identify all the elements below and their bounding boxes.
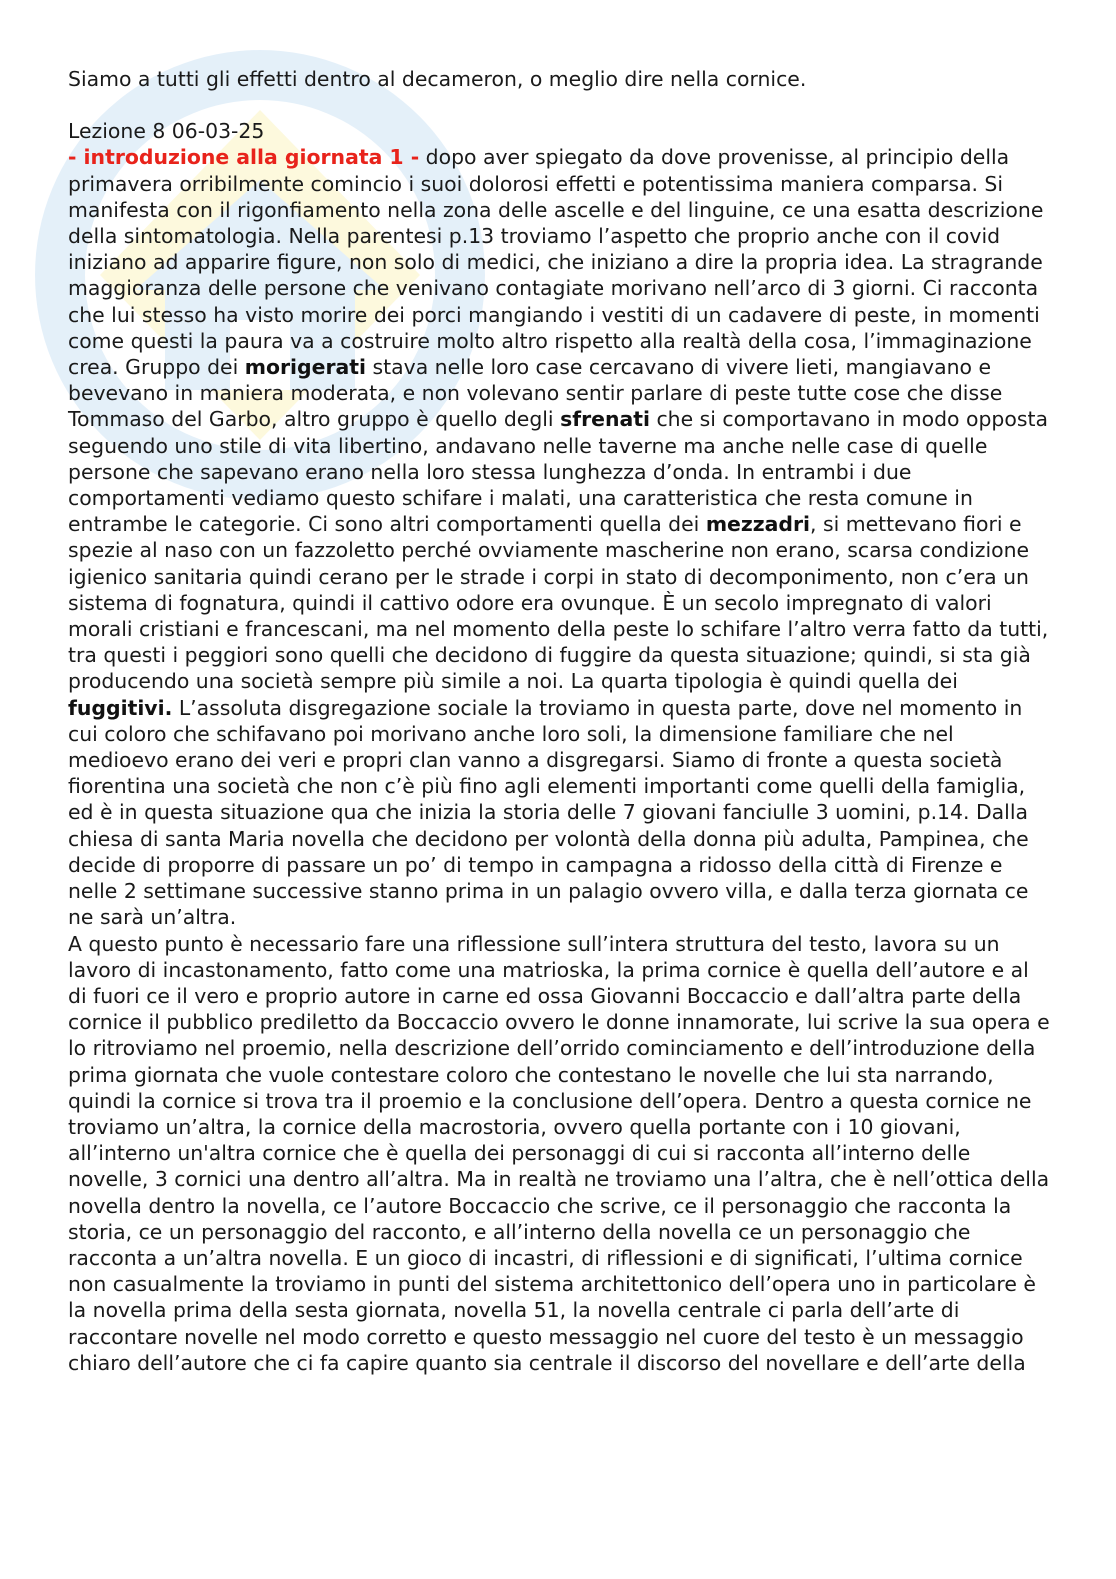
term-fuggitivi: fuggitivi. [68, 695, 173, 720]
paragraph-structure: A questo punto è necessario fare una riflessione sull’intera struttura del testo, lavora su un lavoro di incastonamento, fatto come una matrioska, la prima cornice è quella dell’autore e al di fuori ce il vero e proprio autore in carne ed ossa Giovanni Boccaccio e dall’altra parte della cornice il pubblico prediletto da Boccaccio ovvero le donne innamorate, lui scrive la sua opera e lo ritroviamo nel proemio, nella descrizione dell’orrido cominciamento e dell’introduzione della prima giornata che vuole contestare coloro che contestano le novelle che lui sta narrando, quindi la cornice si trova tra il proemio e la conclusione dell’opera. Dentro a questa cornice ne troviamo un’altra, la cornice della macrostoria, ovvero quella portante con i 10 giovani, all’interno un'altra cornice che è quella dei personaggi di cui si racconta all’interno delle novelle, 3 cornici una dentro all’altra. Ma in realtà ne troviamo una l’altra, che è nell’ottica della novella dentro la novella, ce l’autore Boccaccio che scrive, ce il personaggio che racconta la storia, ce un personaggio del racconto, e all’interno della novella ce un personaggio che racconta a un’altra novella. E un gioco di incastri, di riflessioni e di significati, l’ultima cornice non casualmente la troviamo in punti del sistema architettonico dell’opera uno in particolare è la novella prima della sesta giornata, novella 51, la novella centrale ci parla dell’arte di raccontare novelle nel modo corretto e questo messaggio nel cuore del testo è un messaggio chiaro dell’autore che ci fa capire quanto sia centrale il discorso del novellare e dell’arte della [68, 931, 1050, 1375]
lesson-title: Lezione 8 06-03-25 [68, 119, 265, 144]
section-heading: - introduzione alla giornata 1 - [68, 145, 420, 170]
paragraph-text: L’assoluta disgregazione sociale la troviamo in questa parte, dove nel momento in cui coloro che schifavano poi morivano anche loro soli, la dimensione familiare che nel medioevo erano dei veri e propri clan vanno a disgregarsi. Siamo di fronte a questa società fiorentina una società che non c’è più fino agli elementi importanti come quelli della famiglia, ed è in questa situazione qua che inizia la storia delle 7 giovani fanciulle 3 uomini, p.14. Dalla chiesa di santa Maria novella che decidono per volontà della donna più adulta, Pampinea, che decide di proporre di passare un po’ di tempo in campagna a ridosso della città di Firenze e nelle 2 settimane successive stanno prima in un palagio ovvero villa, e dalla terza giornata ce ne sarà un’altra. [68, 695, 1029, 930]
term-mezzadri: mezzadri [705, 512, 811, 537]
paragraph-introduction [68, 144, 1053, 930]
opening-line: Siamo a tutti gli effetti dentro al decameron, o meglio dire nella cornice. [68, 67, 807, 91]
blank-line [68, 92, 1053, 118]
paragraph-text: , si mettevano fiori e spezie al naso con un fazzoletto perché ovviamente mascherine non erano, scarsa condizione igienico sanitaria quindi cerano per le strade i corpi in stato di decomponimento, non c’era un sistema di fognatura, quindi il cattivo odore era ovunque. È un secolo impregnato di valori morali cristiani e francescani, ma nel momento della peste lo schifare l’altro verra fatto da tutti, tra questi i peggiori sono quelli che decidono di fuggire da questa situazione; quindi, si sta già producendo una società sempre più simile a noi. La quarta tipologia è quindi quella dei [68, 512, 1049, 694]
paragraph-text: dopo aver spiegato da dove provenisse, al principio della primavera orribilmente comincio i suoi dolorosi effetti e potentissima maniera comparsa. Si manifesta con il rigonfiamento nella zona delle ascelle e del linguine, ce una esatta descrizione della sintomatologia. Nella parentesi p.13 troviamo l’aspetto che proprio anche con il covid iniziano ad apparire figure, non solo di medici, che iniziano a dire la propria idea. La stragrande maggioranza delle persone che venivano contagiate morivano nell’arco di 3 giorni. Ci racconta che lui stesso ha visto morire dei porci mangiando i vestiti di un cadavere di peste, in momenti come questi la paura va a costruire molto altro rispetto alla realtà della cosa, l’immaginazione crea. Gruppo dei [68, 145, 1044, 380]
term-sfrenati: sfrenati [560, 407, 650, 432]
document-body [68, 66, 1053, 1376]
paragraph-text: che si comportavano in modo opposta seguendo uno stile di vita libertino, andavano nelle taverne ma anche nelle case di quelle persone che sapevano erano nella loro stessa lunghezza d’onda. In entrambi i due comportamenti vediamo questo schifare i malati, una caratteristica che resta comune in entrambe le categorie. Ci sono altri comportamenti quella dei [68, 407, 1048, 537]
paragraph-text: stava nelle loro case cercavano di vivere lieti, mangiavano e bevevano in maniera moderata, e non volevano sentir parlare di peste tutte cose che disse Tommaso del Garbo, altro gruppo è quello degli [68, 355, 1003, 432]
term-morigerati: morigerati [244, 355, 367, 380]
